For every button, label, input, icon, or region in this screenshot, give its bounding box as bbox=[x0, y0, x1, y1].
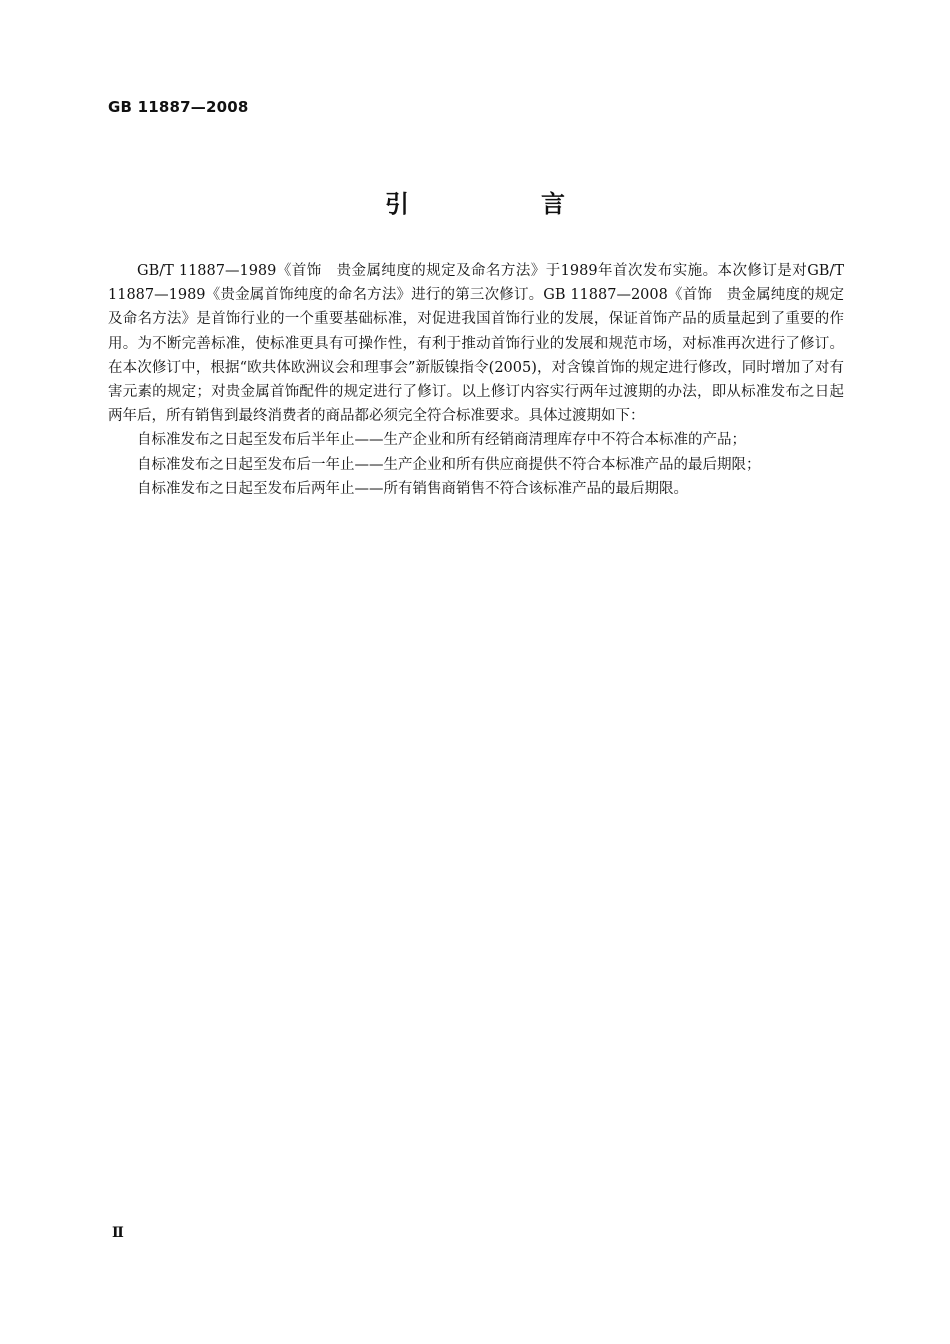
paragraph-transition-one-year: 自标准发布之日起至发布后一年止——生产企业和所有供应商提供不符合本标准产品的最后期限； bbox=[137, 456, 761, 473]
paragraph-intro: GB/T 11887—1989《首饰 贵金属纯度的规定及命名方法》于1989年首次发布实施。本次修订是对GB/T 11887—1989《贵金属首饰纯度的命名方法》进行的第三次修订。GB 11887—2008《首饰 贵金属纯度的规定及命名方法》是首饰行业的一个重要基础标准，对促进我国首饰行业的发展，保证首饰产品的质量起到了重要的作用。为不断完善标准，使标准更具有可操作性，有利于推动首饰行业的发展和规范市场，对标准再次进行了修订。在本次修订中，根据“欧共体欧洲议会和理事会”新版镍指令(2005)，对含镍首饰的规定进行修改，同时增加了对有害元素的规定；对贵金属首饰配件的规定进行了修订。以上修订内容实行两年过渡期的办法，即从标准发布之日起两年后，所有销售到最终消费者的商品都必须完全符合标准要求。具体过渡期如下： bbox=[108, 263, 844, 425]
paragraph-transition-two-years: 自标准发布之日起至发布后两年止——所有销售商销售不符合该标准产品的最后期限。 bbox=[137, 480, 688, 497]
page-title: 引 言 bbox=[385, 190, 619, 218]
foreword-body bbox=[108, 259, 844, 501]
paragraph-transition-half-year: 自标准发布之日起至发布后半年止——生产企业和所有经销商清理库存中不符合本标准的产品； bbox=[137, 432, 746, 449]
standard-code: GB 11887—2008 bbox=[108, 98, 249, 116]
page-number: Ⅱ bbox=[112, 1225, 124, 1241]
